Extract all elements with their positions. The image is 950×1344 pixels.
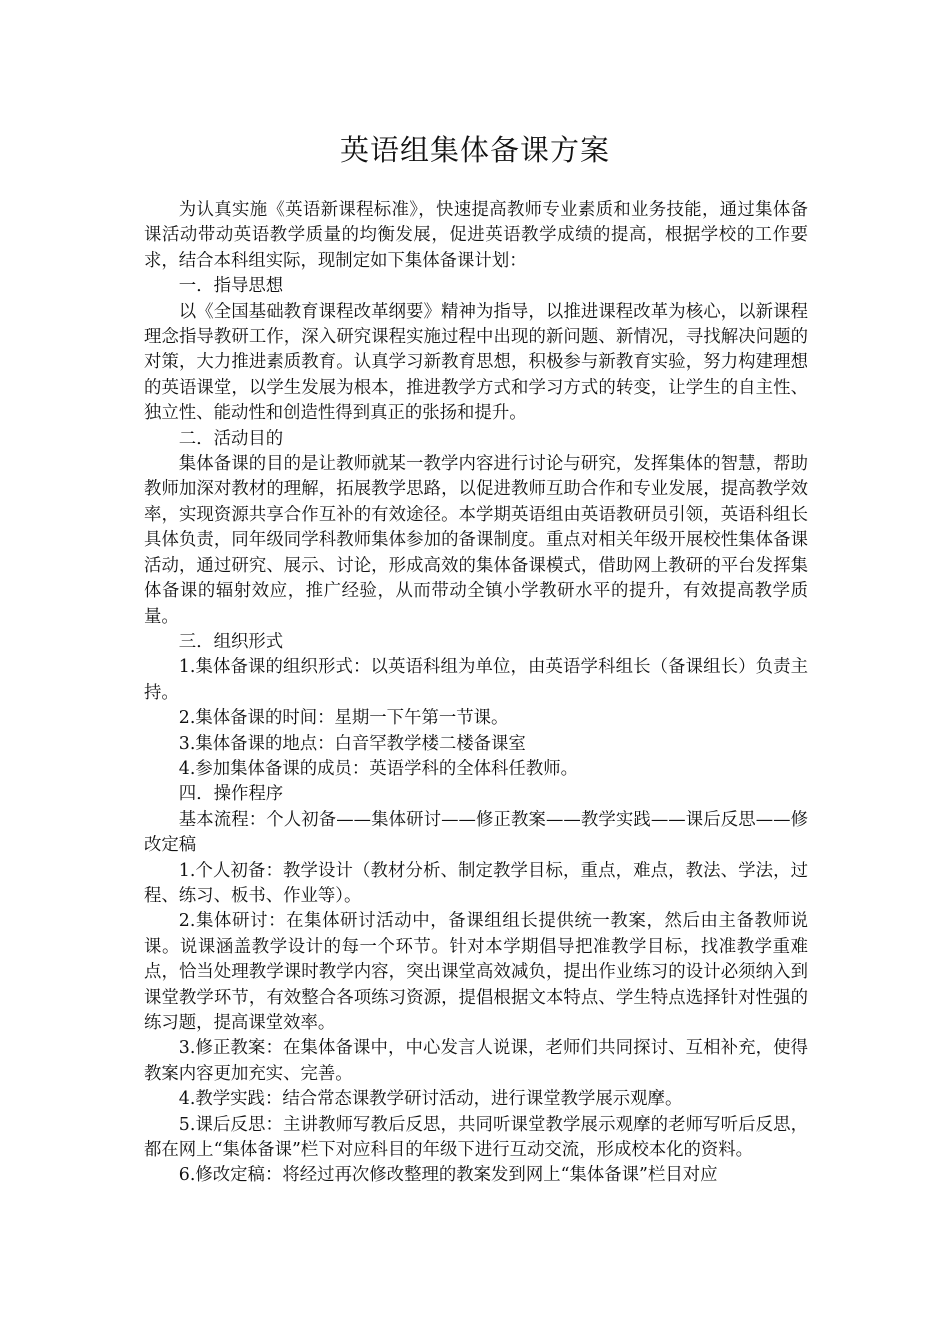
guiding-thought-paragraph: 以《全国基础教育课程改革纲要》精神为指导，以推进课程改革为核心，以新课程理念指导教研工作，深入研究课程实施过程中出现的新问题、新情况，寻找解决问题的对策，大力推进素质教育。认真学习新教育思想，积极参与新教育实验，努力构建理想的英语课堂，以学生发展为根本，推进教学方式和学习方式的转变，让学生的自主性、独立性、能动性和创造性得到真正的张扬和提升。: [144, 301, 808, 424]
procedure-item-6: 6.修改定稿：将经过再次修改整理的教案发到网上“集体备课”栏目对应: [178, 1165, 718, 1186]
intro-paragraph: 为认真实施《英语新课程标准》，快速提高教师专业素质和业务技能，通过集体备课活动带动英语教学质量的均衡发展，促进英语教学成绩的提高，根据学校的工作要求，结合本科组实际，现制定如下集体备课计划：: [144, 200, 808, 271]
section-heading-procedure: 四．操作程序: [178, 784, 284, 805]
procedure-item-1: 1.个人初备：教学设计（教材分析、制定教学目标，重点，难点，教法、学法，过程、练习、板书、作业等）。: [144, 860, 808, 906]
section-heading-activity-purpose: 二．活动目的: [178, 428, 284, 449]
document-body: [144, 198, 808, 1189]
procedure-basic-flow: 基本流程：个人初备——集体研讨——修正教案——教学实践——课后反思——修改定稿: [144, 809, 808, 856]
organization-item-1: 1.集体备课的组织形式：以英语科组为单位，由英语学科组长（备课组长）负责主持。: [144, 657, 808, 703]
procedure-item-4: 4.教学实践：结合常态课教学研讨活动，进行课堂教学展示观摩。: [178, 1089, 683, 1110]
section-heading-guiding-thought: 一．指导思想: [178, 276, 284, 297]
document-title: 英语组集体备课方案: [339, 133, 610, 167]
procedure-item-5: 5.课后反思：主讲教师写教后反思，共同听课堂教学展示观摩的老师写听后反思，都在网上“集体备课”栏下对应科目的年级下进行互动交流，形成校本化的资料。: [144, 1114, 808, 1161]
procedure-item-2: 2.集体研讨：在集体研讨活动中，备课组组长提供统一教案，然后由主备教师说课。说课涵盖教学设计的每一个环节。针对本学期倡导把准教学目标，找准教学重难点，恰当处理教学课时教学内容，突出课堂高效减负，提出作业练习的设计必须纳入到课堂教学环节，有效整合各项练习资源，提倡根据文本特点、学生特点选择针对性强的练习题，提高课堂效率。: [144, 911, 808, 1033]
organization-item-4: 4.参加集体备课的成员：英语学科的全体科任教师。: [178, 758, 578, 779]
section-heading-organization: 三．组织形式: [178, 631, 284, 652]
organization-item-3: 3.集体备课的地点：白音罕教学楼二楼备课室: [178, 733, 526, 754]
activity-purpose-paragraph: 集体备课的目的是让教师就某一教学内容进行讨论与研究，发挥集体的智慧，帮助教师加深对教材的理解，拓展教学思路，以促进教师互助合作和专业发展，提高教学效率，实现资源共享合作互补的有效途径。本学期英语组由英语教研员引领，英语科组长具体负责，同年级同学科教师集体参加的备课制度。重点对相关年级开展校性集体备课活动，通过研究、展示、讨论，形成高效的集体备课模式，借助网上教研的平台发挥集体备课的辐射效应，推广经验，从而带动全镇小学教研水平的提升，有效提高教学质量。: [144, 454, 808, 627]
procedure-item-3: 3.修正教案：在集体备课中，中心发言人说课，老师们共同探讨、互相补充，使得教案内容更加充实、完善。: [144, 1038, 808, 1084]
organization-item-2: 2.集体备课的时间：星期一下午第一节课。: [178, 708, 509, 729]
